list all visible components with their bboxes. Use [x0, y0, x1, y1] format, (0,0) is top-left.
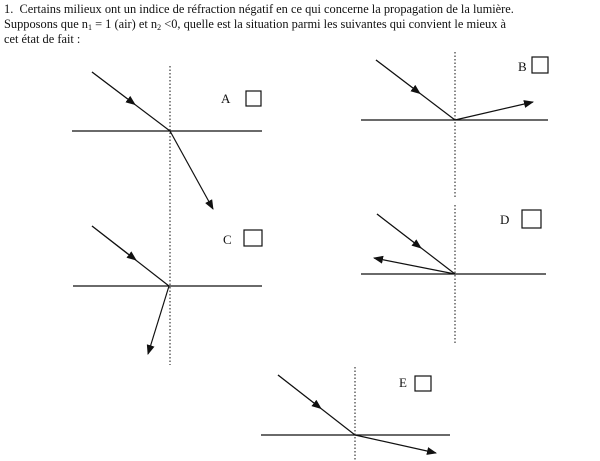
option-b-checkbox[interactable]	[532, 57, 548, 73]
figure-c	[73, 210, 262, 365]
figure-d-incident-arrow	[377, 214, 421, 248]
option-a-label: A	[221, 91, 231, 106]
figure-c-incident-arrow	[92, 226, 136, 260]
figure-a-refracted-ray	[170, 131, 213, 209]
figure-c-refracted-ray	[148, 286, 169, 354]
option-c-label: C	[223, 232, 232, 247]
option-e-label: E	[399, 375, 407, 390]
question-part-c: <0, quelle est la situation parmi les suivantes qui convient le mieux à	[161, 17, 507, 31]
figure-b-refracted-ray	[455, 102, 533, 120]
question-part-a: Supposons que n	[4, 17, 88, 31]
figure-d-refracted-ray	[374, 258, 455, 274]
option-b-label: B	[518, 59, 527, 74]
question-number: 1.	[4, 2, 14, 16]
figure-e	[261, 367, 450, 461]
figure-d	[361, 205, 546, 345]
question-line-3: cet état de fait :	[4, 32, 81, 46]
question-part-b: = 1 (air) et n	[92, 17, 158, 31]
option-e-checkbox[interactable]	[415, 376, 431, 391]
n1-subscript: 1	[88, 23, 92, 32]
figure-b-incident-arrow	[376, 60, 420, 94]
n2-subscript: 2	[157, 23, 162, 32]
figure-e-incident-arrow	[278, 375, 321, 409]
question-sentence-1: Certains milieux ont un indice de réfraction négatif en ce qui concerne la propagation de la lumière.	[19, 2, 514, 16]
figure-b	[361, 52, 548, 198]
option-d-label: D	[500, 212, 510, 227]
figure-a-incident-arrow	[92, 72, 135, 105]
option-d-checkbox[interactable]	[522, 210, 541, 228]
option-c-checkbox[interactable]	[244, 230, 262, 246]
figure-a	[72, 66, 262, 210]
figure-e-refracted-ray	[355, 435, 436, 453]
option-a-checkbox[interactable]	[246, 91, 261, 106]
